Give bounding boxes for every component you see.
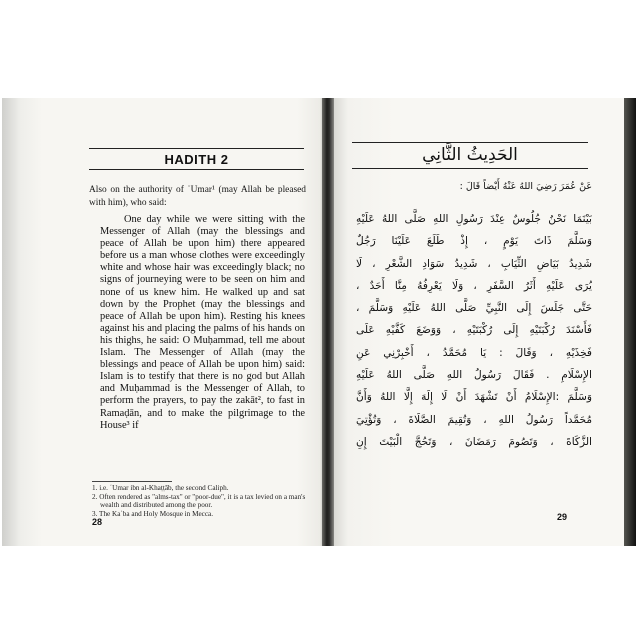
- hadith-heading: HADITH 2: [89, 148, 304, 170]
- footnotes: [92, 484, 310, 518]
- arabic-line: الإِسْلَامِ . فَقَالَ رَسُولُ اللهِ صَلَّى اللهُ عَلَيْهِ: [356, 369, 592, 382]
- arabic-line: فَخِذَيْهِ ، وَقَالَ : يَا مُحَمَّدُ ، أَخْبِرْنِي عَنِ: [356, 346, 592, 359]
- page-number-right: 29: [557, 512, 568, 522]
- arabic-line: حَتَّى جَلَسَ إِلَى النَّبِيِّ صَلَّى اللهُ عَلَيْهِ وَسَلَّمَ ،: [356, 302, 592, 315]
- title-rule-bottom: [352, 168, 588, 169]
- page-edge-shadow: [624, 98, 636, 546]
- book-gutter: [322, 98, 334, 546]
- arabic-line: الزَّكَاةَ ، وَتَصُومَ رَمَضَانَ ، وَتَحُجَّ الْبَيْتَ إِنِ: [356, 435, 592, 448]
- arabic-body-text: [356, 208, 592, 453]
- arabic-line: فَأَسْنَدَ رُكْبَتَيْهِ إِلَى رُكْبَتَيْهِ ، وَوَضَعَ كَفَّيْهِ عَلَى: [356, 324, 592, 337]
- arabic-line: يُرَى عَلَيْهِ أَثَرُ السَّفَرِ ، وَلَا يَعْرِفُهُ مِنَّا أَحَدٌ ،: [356, 279, 592, 292]
- hadith-body-text: One day while we were sitting with the Messenger of Allah (may the blessings and peace of Allah be upon him) there appeared before us a man whose clothes were exceedingly white and whose hair was exceedingly black; no signs of journeying were to be seen on him and none of us knew him. He walked up and sat down by the Prophet (may the blessings and peace of Allah be upon him). Resting his knees against his and placing the palms of his hands on his thighs, he said: O Muḥammad, tell me about Islam. The Messenger of Allah (may the blessings and peace of Allah be upon him) said: Islam is to testify that there is no god but Allah and Muḥammad is the Messenger of Allah, to perform the prayers, to pay the zakāt², to fast in Ramaḍān, and to make the pilgrimage to the House³ if: [100, 214, 305, 431]
- arabic-line: وَسَلَّمَ ذَاتَ يَوْمٍ ، إِذْ طَلَعَ عَلَيْنَا رَجُلٌ: [356, 235, 592, 248]
- footnote-2: 2. Often rendered as "alms-tax" or "poor-due", it is a tax levied on a man's wealth and distributed among the poor.: [92, 492, 306, 510]
- footnote-divider: [92, 481, 172, 482]
- arabic-title: الحَدِيثُ الثَّانِي: [422, 145, 518, 165]
- footnote-1: 1. i.e. ʿUmar ibn al-Khaṭṭāb, the second Caliph.: [92, 484, 229, 492]
- arabic-line: شَدِيدُ بَيَاضِ الثِّيَابِ ، شَدِيدُ سَوَادِ الشَّعْرِ ، لَا: [356, 257, 592, 270]
- page-number-left: 28: [92, 517, 103, 527]
- arabic-line: مُحَمَّداً رَسُولُ اللهِ ، وَتُقِيمَ الصَّلَاةَ ، وَتُؤْتِيَ: [356, 413, 592, 426]
- hadith-intro: Also on the authority of ʿUmar¹ (may Allah be pleased with him), who said:: [89, 185, 306, 208]
- arabic-intro: عَنْ عُمَرَ رَضِيَ اللهُ عَنْهُ أَيْضاً قَالَ :: [459, 181, 592, 192]
- footnote-3: 3. The Kaʿba and Holy Mosque in Mecca.: [92, 509, 214, 518]
- arabic-line: وَسَلَّمَ :الإِسْلَامُ أَنْ تَشْهَدَ أَنْ لَا إِلَهَ إِلَّا اللهُ وَأَنَّ: [356, 391, 592, 404]
- arabic-line: بَيْنَمَا نَحْنُ جُلُوسٌ عِنْدَ رَسُولِ اللهِ صَلَّى اللهُ عَلَيْهِ: [356, 213, 592, 225]
